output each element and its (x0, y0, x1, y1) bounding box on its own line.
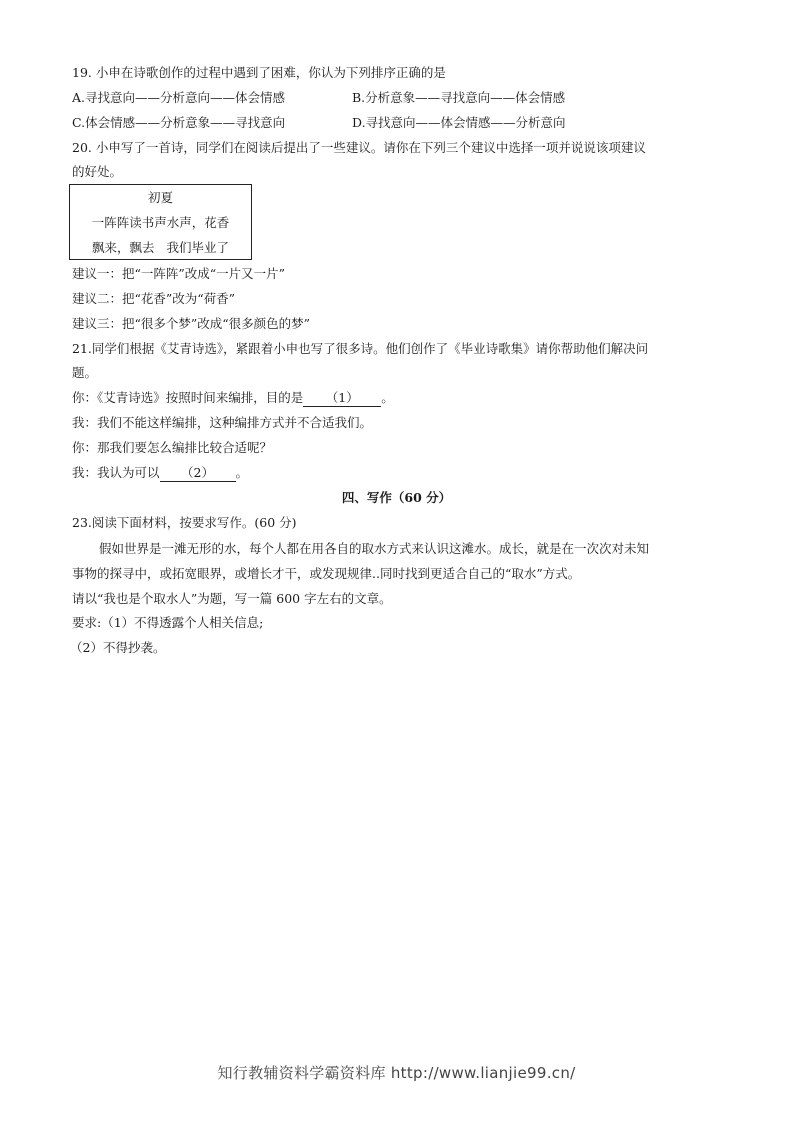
poem-box (69, 184, 252, 260)
q21-dialogue-3: 你：那我们要怎么编排比较合适呢？ (72, 440, 273, 455)
poem-title: 初夏 (147, 190, 173, 205)
dialogue-text: 你：《艾青诗选》按照时间来编排，目的是 (72, 390, 304, 405)
answer-blank-2[interactable]: （2） (160, 465, 236, 482)
q19-option-b: B.分析意象——寻找意向——体会情感 (352, 90, 566, 105)
q23-material-line1: 假如世界是一滩无形的水，每个人都在用各自的取水方式来认识这滩水。成长，就是在一次次对未知 (99, 541, 650, 556)
footer-watermark: 知行教辅资料学霸资料库 http://www.lianjie99.cn/ (217, 1064, 576, 1082)
q21-dialogue-1 (72, 389, 394, 407)
answer-blank-1[interactable]: （1） (303, 390, 381, 407)
q20-suggestion-1: 建议一：把“一阵阵”改成“一片又一片” (72, 266, 286, 281)
dialogue-text: 。 (381, 390, 394, 405)
q19-options-row2 (72, 114, 672, 132)
poem-line: 一阵阵读书声水声，花香 (91, 215, 230, 230)
q21-dialogue-2: 我：我们不能这样编排，这种编排方式并不合适我们。 (72, 415, 373, 430)
q20-stem-line2: 的好处。 (72, 164, 123, 179)
q20-stem-line1: 20. 小申写了一首诗，同学们在阅读后提出了一些建议。请你在下列三个建议中选择一项并说说该项建议 (72, 140, 646, 155)
q20-suggestion-3: 建议三：把“很多个梦”改成“很多颜色的梦” (72, 316, 311, 331)
q21-stem-line1: 21.同学们根据《艾青诗选》，紧跟着小申也写了很多诗。他们创作了《毕业诗歌集》请你帮助他们解决问 (72, 341, 649, 356)
q19-option-d: D.寻找意向——体会情感——分析意向 (352, 115, 566, 130)
q19-options-row1 (72, 89, 672, 107)
q20-suggestion-2: 建议二：把“花香”改为“荷香” (72, 291, 236, 306)
q19-option-c: C.体会情感——分析意象——寻找意向 (72, 115, 286, 130)
poem-line: 飘来，飘去 我们毕业了 (92, 240, 229, 255)
q19-stem: 19. 小申在诗歌创作的过程中遇到了困难，你认为下列排序正确的是 (72, 65, 446, 80)
q23-material-line2: 事物的探寻中，或拓宽眼界，或增长才干，或发现规律..同时找到更适合自己的“取水”方式。 (72, 566, 581, 581)
section-title: 四、写作（60 分） (341, 490, 452, 505)
q21-stem-line2: 题。 (72, 365, 98, 380)
q19-option-a: A.寻找意向——分析意向——体会情感 (72, 90, 286, 105)
q23-task: 请以“我也是个取水人”为题，写一篇 600 字左右的文章。 (72, 591, 392, 606)
q23-requirement-2: （2）不得抄袭。 (70, 640, 166, 655)
dialogue-text: 。 (235, 465, 249, 480)
q23-stem: 23.阅读下面材料，按要求写作。(60 分) (72, 515, 297, 530)
q21-dialogue-4 (72, 464, 248, 482)
q23-requirement-1: 要求:（1）不得透露个人相关信息; (72, 615, 264, 630)
dialogue-text: 我：我认为可以 (72, 465, 160, 480)
